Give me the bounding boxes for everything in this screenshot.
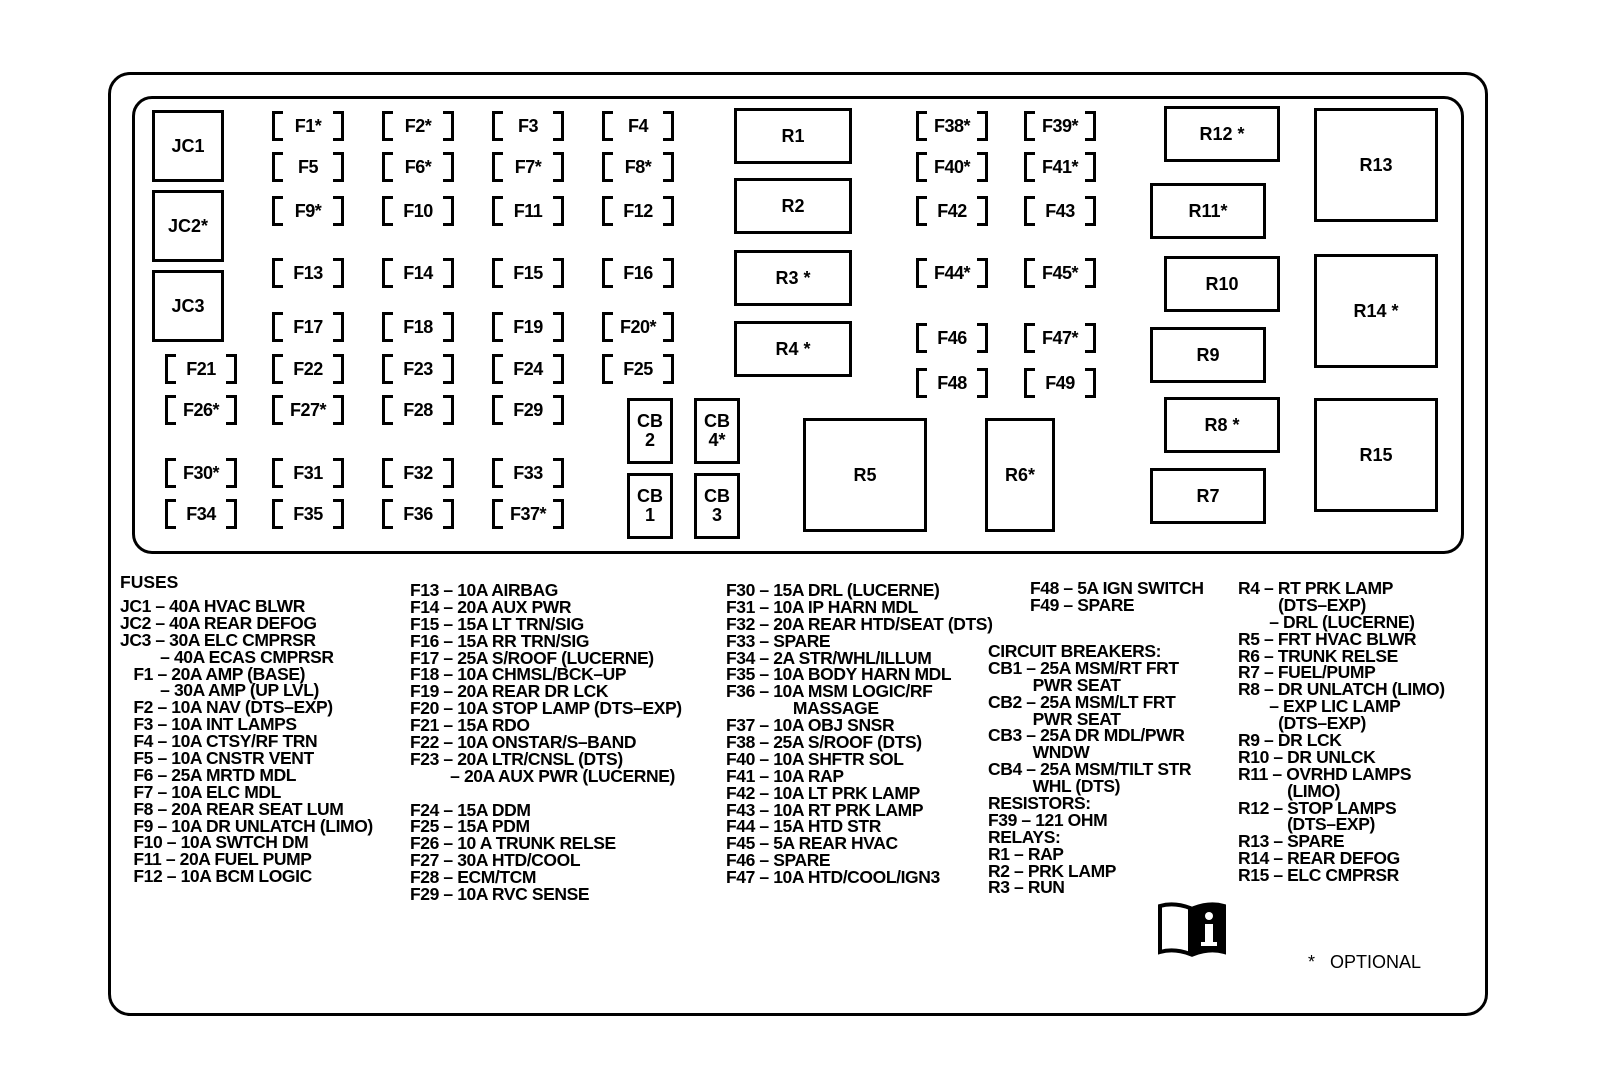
fuse-f33: F33	[492, 458, 564, 488]
relay-r11: R11*	[1150, 183, 1266, 239]
legend-line: JC2 – 40A REAR DEFOG	[120, 612, 317, 633]
legend-line: F14 – 20A AUX PWR	[410, 596, 572, 617]
legend-line: F1 – 20A AMP (BASE)	[120, 663, 306, 684]
legend-line: – EXP LIC LAMP	[1238, 696, 1401, 717]
legend-line: F2 – 10A NAV (DTS–EXP)	[120, 697, 333, 718]
legend-line: – DRL (LUCERNE)	[1238, 611, 1415, 632]
legend-line: F20 – 10A STOP LAMP (DTS–EXP)	[410, 698, 682, 719]
legend-line: F43 – 10A RT PRK LAMP	[726, 799, 924, 820]
legend-line: – 20A AUX PWR (LUCERNE)	[410, 765, 675, 786]
legend-line: (LIMO)	[1238, 780, 1341, 801]
legend-line: JC1 – 40A HVAC BLWR	[120, 596, 305, 616]
legend-line: F33 – SPARE	[726, 630, 831, 651]
cb1-breaker: CB 1	[627, 473, 673, 539]
fuse-f37: F37*	[492, 499, 564, 529]
legend-line: R3 – RUN	[988, 877, 1065, 898]
legend-line: F12 – 10A BCM LOGIC	[120, 866, 312, 887]
fuse-f29: F29	[492, 395, 564, 425]
legend-line: F31 – 10A IP HARN MDL	[726, 596, 918, 617]
fuse-f5: F5	[272, 152, 344, 182]
fuse-f26: F26*	[165, 395, 237, 425]
relay-r7: R7	[1150, 468, 1266, 524]
fuses-heading: FUSES	[120, 572, 179, 592]
legend-line: F4 – 10A CTSY/RF TRN	[120, 731, 318, 752]
legend-line: F24 – 15A DDM	[410, 799, 531, 820]
fuse-f36: F36	[382, 499, 454, 529]
fuse-f8: F8*	[602, 152, 674, 182]
legend-line: F34 – 2A STR/WHL/ILLUM	[726, 647, 932, 668]
legend-line: R2 – PRK LAMP	[988, 860, 1117, 881]
fuse-f13: F13	[272, 258, 344, 288]
legend-line: F37 – 10A OBJ SNSR	[726, 715, 895, 736]
fuse-f7: F7*	[492, 152, 564, 182]
relay-r10: R10	[1164, 256, 1280, 312]
legend-line: F15 – 15A LT TRN/SIG	[410, 613, 584, 634]
legend-column-3	[726, 582, 993, 886]
fuse-f48: F48	[916, 368, 988, 398]
fuse-f47: F47*	[1024, 323, 1096, 353]
legend-line: F30 – 15A DRL (LUCERNE)	[726, 580, 940, 600]
legend-line: (DTS–EXP)	[1238, 814, 1375, 835]
legend-line: R5 – FRT HVAC BLWR	[1238, 628, 1417, 649]
legend-line: R11 – OVRHD LAMPS	[1238, 763, 1412, 784]
fuse-f39: F39*	[1024, 111, 1096, 141]
jc2-block: JC2*	[152, 190, 224, 262]
fuse-f19: F19	[492, 312, 564, 342]
relay-r5: R5	[803, 418, 927, 532]
legend-line: R15 – ELC CMPRSR	[1238, 865, 1399, 886]
fuse-f27: F27*	[272, 395, 344, 425]
legend-line: JC3 – 30A ELC CMPRSR	[120, 629, 316, 650]
fuse-f24: F24	[492, 354, 564, 384]
legend-line: F46 – SPARE	[726, 850, 831, 871]
legend-line: R4 – RT PRK LAMP	[1238, 578, 1394, 598]
relay-r3: R3 *	[734, 250, 852, 306]
legend-line: F16 – 15A RR TRN/SIG	[410, 630, 590, 651]
legend-line: F35 – 10A BODY HARN MDL	[726, 664, 952, 685]
fuse-f28: F28	[382, 395, 454, 425]
fuse-f42: F42	[916, 196, 988, 226]
fuse-f32: F32	[382, 458, 454, 488]
legend-line: WNDW	[988, 742, 1090, 763]
legend-line: F22 – 10A ONSTAR/S–BAND	[410, 732, 637, 753]
legend-line: F9 – 10A DR UNLATCH (LIMO)	[120, 815, 373, 836]
fuse-f49: F49	[1024, 368, 1096, 398]
legend-line: F26 – 10 A TRUNK RELSE	[410, 833, 616, 854]
jc1-block: JC1	[152, 110, 224, 182]
relay-r9: R9	[1150, 327, 1266, 383]
legend-line: F7 – 10A ELC MDL	[120, 781, 281, 802]
fuse-f10: F10	[382, 196, 454, 226]
relay-r2: R2	[734, 178, 852, 234]
legend-line: F8 – 20A REAR SEAT LUM	[120, 798, 344, 819]
fuse-f35: F35	[272, 499, 344, 529]
legend-line: R8 – DR UNLATCH (LIMO)	[1238, 679, 1445, 700]
fuse-f14: F14	[382, 258, 454, 288]
legend-line: CIRCUIT BREAKERS:	[988, 641, 1162, 661]
relay-r1: R1	[734, 108, 852, 164]
legend-line: F25 – 15A PDM	[410, 816, 530, 837]
fuse-f1: F1*	[272, 111, 344, 141]
fuse-f11: F11	[492, 196, 564, 226]
fuse-f4: F4	[602, 111, 674, 141]
fuse-f46: F46	[916, 323, 988, 353]
legend-line: F17 – 25A S/ROOF (LUCERNE)	[410, 647, 654, 668]
fuse-f18: F18	[382, 312, 454, 342]
fuse-f6: F6*	[382, 152, 454, 182]
legend-column-1	[120, 598, 373, 885]
legend-line: F11 – 20A FUEL PUMP	[120, 849, 312, 870]
legend-line: F40 – 10A SHFTR SOL	[726, 748, 904, 769]
legend-line: F42 – 10A LT PRK LAMP	[726, 782, 920, 803]
legend-line: F18 – 10A CHMSL/BCK–UP	[410, 664, 627, 685]
legend-line: R13 – SPARE	[1238, 831, 1345, 852]
legend-line: F32 – 20A REAR HTD/SEAT (DTS)	[726, 613, 993, 634]
legend-line: F5 – 10A CNSTR VENT	[120, 748, 314, 769]
fuse-f15: F15	[492, 258, 564, 288]
legend-line: (DTS–EXP)	[1238, 713, 1366, 734]
legend-line: F23 – 20A LTR/CNSL (DTS)	[410, 748, 623, 769]
legend-line: R10 – DR UNLCK	[1238, 746, 1376, 767]
legend-column-5	[1238, 580, 1445, 884]
legend-line: F19 – 20A REAR DR LCK	[410, 681, 609, 702]
cb4-breaker: CB 4*	[694, 398, 740, 464]
fuse-f20: F20*	[602, 312, 674, 342]
fuse-f41: F41*	[1024, 152, 1096, 182]
fuse-f34: F34	[165, 499, 237, 529]
fuse-f23: F23	[382, 354, 454, 384]
relay-r12: R12 *	[1164, 106, 1280, 162]
legend-line: (DTS–EXP)	[1238, 594, 1366, 615]
legend-line: F36 – 10A MSM LOGIC/RF	[726, 681, 933, 702]
relay-r13: R13	[1314, 108, 1438, 222]
legend-line: R7 – FUEL/PUMP	[1238, 662, 1376, 683]
legend-line: F28 – ECM/TCM	[410, 867, 537, 888]
legend-line: RELAYS:	[988, 826, 1061, 847]
fuse-f30: F30*	[165, 458, 237, 488]
fuse-f44: F44*	[916, 258, 988, 288]
jc3-block: JC3	[152, 270, 224, 342]
legend-line: CB1 – 25A MSM/RT FRT	[988, 657, 1179, 678]
legend-line: F45 – 5A REAR HVAC	[726, 833, 898, 854]
fuse-f40: F40*	[916, 152, 988, 182]
legend-line: PWR SEAT	[988, 674, 1121, 695]
legend-line: F44 – 15A HTD STR	[726, 816, 881, 837]
fuse-f16: F16	[602, 258, 674, 288]
legend-line: RESISTORS:	[988, 793, 1091, 814]
legend-line: F21 – 15A RDO	[410, 715, 530, 736]
fuse-f9: F9*	[272, 196, 344, 226]
fuse-f43: F43	[1024, 196, 1096, 226]
legend-line: R1 – RAP	[988, 843, 1064, 864]
fuse-f45: F45*	[1024, 258, 1096, 288]
legend-line: – 30A AMP (UP LVL)	[120, 680, 319, 701]
relay-r8: R8 *	[1164, 397, 1280, 453]
fuse-f3: F3	[492, 111, 564, 141]
legend-column-4b	[988, 643, 1191, 896]
legend-column-2	[410, 582, 682, 903]
legend-line: R14 – REAR DEFOG	[1238, 848, 1400, 869]
legend-line: F38 – 25A S/ROOF (DTS)	[726, 732, 922, 753]
legend-line: F3 – 10A INT LAMPS	[120, 714, 297, 735]
legend-column-4a	[1030, 580, 1204, 614]
legend-line: CB3 – 25A DR MDL/PWR	[988, 725, 1185, 746]
legend-line: F13 – 10A AIRBAG	[410, 580, 558, 600]
optional-note: * OPTIONAL	[1308, 952, 1422, 972]
legend-line: PWR SEAT	[988, 708, 1121, 729]
legend-line: CB4 – 25A MSM/TILT STR	[988, 759, 1192, 780]
legend-line: – 40A ECAS CMPRSR	[120, 646, 334, 667]
relay-r4: R4 *	[734, 321, 852, 377]
legend-line: F27 – 30A HTD/COOL	[410, 850, 581, 871]
relay-r14: R14 *	[1314, 254, 1438, 368]
fuse-f17: F17	[272, 312, 344, 342]
legend-line: F10 – 10A SWTCH DM	[120, 832, 309, 853]
fuse-f12: F12	[602, 196, 674, 226]
fuse-f22: F22	[272, 354, 344, 384]
relay-r15: R15	[1314, 398, 1438, 512]
fuse-f25: F25	[602, 354, 674, 384]
legend-line: R12 – STOP LAMPS	[1238, 797, 1397, 818]
fuse-f38: F38*	[916, 111, 988, 141]
owner-manual-book-icon	[1156, 900, 1228, 958]
legend-line: F6 – 25A MRTD MDL	[120, 764, 297, 785]
legend-line: R9 – DR LCK	[1238, 730, 1342, 751]
legend-line: F41 – 10A RAP	[726, 765, 844, 786]
cb3-breaker: CB 3	[694, 473, 740, 539]
cb2-breaker: CB 2	[627, 398, 673, 464]
fuse-f2: F2*	[382, 111, 454, 141]
legend-line: F48 – 5A IGN SWITCH	[1030, 578, 1204, 598]
fuse-f31: F31	[272, 458, 344, 488]
legend-line: R6 – TRUNK RELSE	[1238, 645, 1398, 666]
legend-line: WHL (DTS)	[988, 776, 1121, 797]
relay-r6: R6*	[985, 418, 1055, 532]
legend-line: F47 – 10A HTD/COOL/IGN3	[726, 867, 940, 888]
legend-line: MASSAGE	[726, 698, 879, 719]
legend-line: F39 – 121 OHM	[988, 809, 1108, 830]
legend-line: F49 – SPARE	[1030, 594, 1135, 615]
fuse-f21: F21	[165, 354, 237, 384]
legend-line: F29 – 10A RVC SENSE	[410, 884, 590, 905]
legend-line: CB2 – 25A MSM/LT FRT	[988, 691, 1176, 712]
